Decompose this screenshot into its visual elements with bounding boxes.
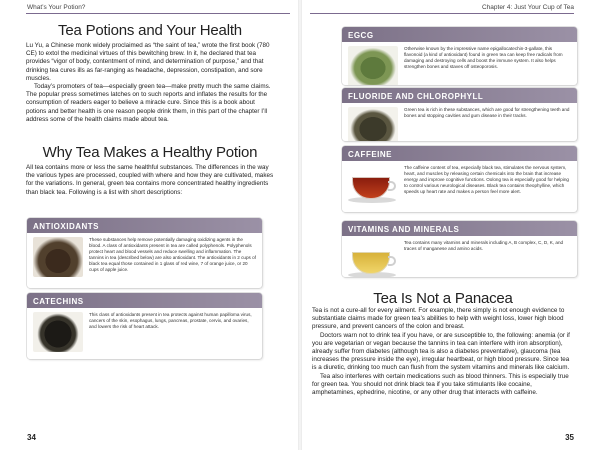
page-number-left: 34 <box>27 433 36 442</box>
card-header: CAFFEINE <box>342 146 577 161</box>
section-title-health: Tea Potions and Your Health <box>58 22 242 39</box>
card-catechins <box>27 293 262 359</box>
card-header: FLUORIDE AND CHLOROPHYLL <box>342 88 577 103</box>
loose-tea-icon <box>348 107 398 141</box>
card-text: These substances help remove potentially damaging oxidizing agents in the blood. A class of antioxidants present in tea are called polyphenols. Polyphenols protect heart and blood vessels and reduce swelling and inflammation. The tannins in tea (described below) are also antioxidant. The antioxidants in 2 cups of black tea equal those contained in 1 glass of red wine, 7 of orange juice, or 20 cups of apple juice. <box>89 237 256 272</box>
card-text: This class of antioxidants present in tea protects against human papilloma virus, cancers of the skin, esophagus, lungs, pancreas, prostate, cervix, and ovaries, and lowers the risk of heart attack. <box>89 312 252 329</box>
card-antioxidants <box>27 218 262 288</box>
card-header: EGCG <box>342 27 577 42</box>
card-caffeine <box>342 146 577 212</box>
panacea-text <box>312 307 574 397</box>
header-rule <box>310 13 574 14</box>
card-text: Green tea is rich in these substances, which are good for strengthening teeth and bones and stopping cavities and gum disease in their tracks. <box>404 107 570 118</box>
paragraph: Lu Yu, a Chinese monk widely proclaimed as “the saint of tea,” wrote the first book (780 CE) to extol the medicinal virtues of this bewitching brew. In it, he declared that tea provides “vigor of body, contentment of mind, and determination of purpose,” and that drinking tea cures ills as far-ranging as headache, depression, constipation, and sore muscles. <box>26 42 270 82</box>
card-text: Otherwise known by the impressive name epigallocatechin-3-gallate, this flavonoid (a kind of antioxidant) found in green tea can keep free radicals from damaging and destroying cells and boost the immune system. It also helps strengthen bones and staves off osteoporosis. <box>404 46 563 69</box>
card-fluoride-chlorophyll <box>342 88 577 141</box>
running-head-left: What’s Your Potion? <box>27 4 86 11</box>
card-text: The caffeine content of tea, especially black tea, stimulates the nervous system, heart, and muscles by releasing certain chemicals into the brain that increase energy and improve cognitive functions. Oolong tea is especially good for helping to control various neurological diseases. Black tea contains theophylline, which speeds up heart rate and makes a person feel more alert. <box>404 165 569 194</box>
section-title-panacea: Tea Is Not a Panacea <box>373 290 513 307</box>
dark-tea-icon <box>33 312 83 352</box>
card-text: Tea contains many vitamins and minerals including A, B complex, C, D, K, and traces of manganese and amino acids. <box>404 240 564 251</box>
intro-text <box>26 42 276 124</box>
paragraph: Today’s promoters of tea—especially green tea—make pretty much the same claims. The popular press sometimes latches on to such reports and inflates the results for the consumption of readers eager to believe a miracle cure. Since this is a book about potions and better health is one reason people drink them, in this part of the chapter I’ll address some of the health claims made about tea. <box>26 83 271 123</box>
card-vitamins-minerals <box>342 221 577 277</box>
tea-leaves-icon <box>33 237 83 277</box>
paragraph: Tea is not a cure-all for every ailment. For example, there simply is not enough evidence to substantiate claims made for green tea’s abilities to help with weight loss, lower high blood pressure, and prevent cancers of the colon and breast. <box>312 307 565 331</box>
card-header: ANTIOXIDANTS <box>27 218 262 233</box>
green-tea-icon <box>348 46 398 85</box>
header-rule <box>26 13 290 14</box>
tea-glass-icon <box>348 240 398 277</box>
paragraph: Doctors warn not to drink tea if you have, or are susceptible to, the following: anemia (or if you are vegetarian or vegan because the tannins in tea can interfere with iron absorption), already suffer from diabetes (although tea is also a diabetes preventative), glaucoma (tea increases the pressure inside the eye), irregular heartbeat, or high blood pressure. Since tea is a diuretic, drinking too much can flush from the system vitamins and minerals like calcium. <box>312 331 570 372</box>
card-header: CATECHINS <box>27 293 262 308</box>
paragraph: Tea also interferes with certain medications such as blood thinners. This is especially true for green tea. You should not drink black tea if you take stimulants like cocaine, amphetamines, ephedrine, nicotine, or any other drug that interacts with caffeine. <box>312 372 569 397</box>
card-header: VITAMINS AND MINERALS <box>342 221 577 236</box>
paragraph: All tea contains more or less the same healthful substances. The differences in the way the various types are processed, coupled with where and how they are cultivated, makes for the variations. In general, green tea contains more concentrated healthy ingredients than black tea. Following is a list with short descriptions: <box>26 164 274 196</box>
running-head-right: Chapter 4: Just Your Cup of Tea <box>481 4 574 11</box>
section-title-healthy-potion: Why Tea Makes a Healthy Potion <box>42 144 258 161</box>
page-number-right: 35 <box>565 433 574 442</box>
card-egcg <box>342 27 577 85</box>
tea-cup-icon <box>348 165 398 205</box>
